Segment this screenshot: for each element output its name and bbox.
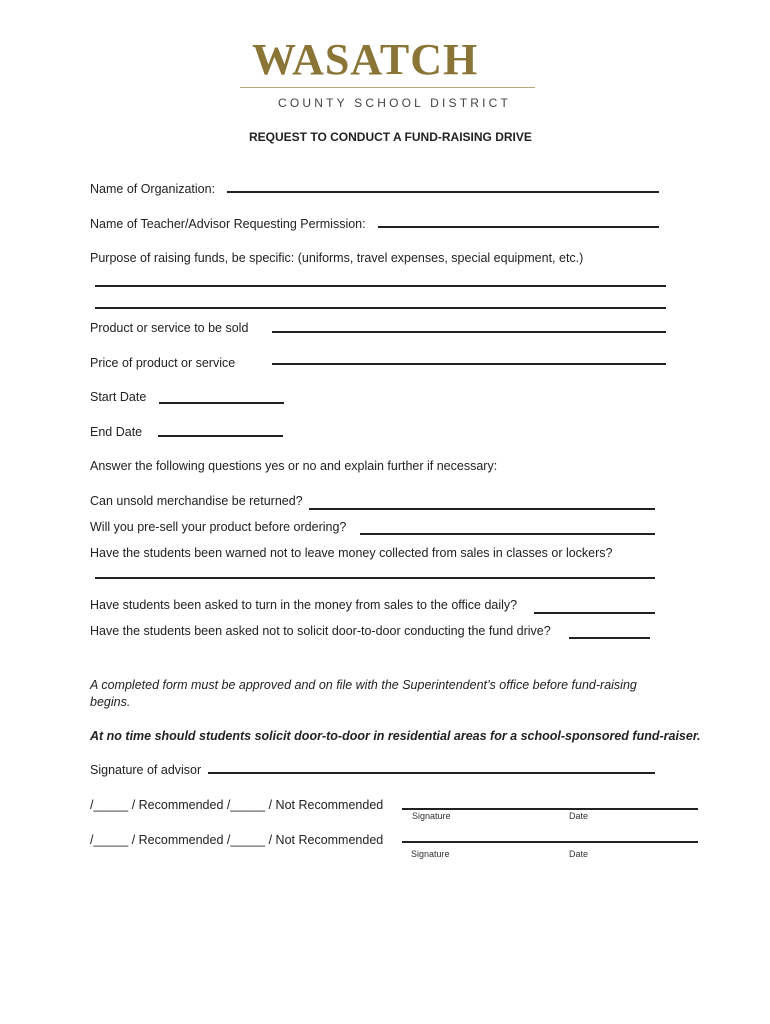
question-warned-field[interactable] bbox=[95, 577, 655, 579]
question-turn-in-label: Have students been asked to turn in the money from sales to the office daily? bbox=[90, 598, 518, 612]
advisor-signature-field[interactable] bbox=[208, 772, 655, 774]
question-presell-label: Will you pre-sell your product before ordering? bbox=[90, 520, 347, 534]
start-date-label: Start Date bbox=[90, 390, 147, 404]
approval-2-options[interactable]: /_____ / Recommended /_____ / Not Recommended bbox=[90, 833, 384, 847]
door-to-door-notice: At no time should students solicit door-to-door in residential areas for a school-sponsored fund-raiser. bbox=[90, 729, 701, 743]
logo-rule bbox=[240, 87, 535, 88]
question-turn-in-field[interactable] bbox=[534, 612, 655, 614]
advisor-signature-label: Signature of advisor bbox=[90, 763, 202, 777]
end-date-label: End Date bbox=[90, 425, 143, 439]
approval-notice: A completed form must be approved and on file with the Superintendent’s office before fund-raising begins. bbox=[90, 678, 637, 709]
price-field[interactable] bbox=[272, 363, 666, 365]
approval-1-date-label: Date bbox=[569, 811, 589, 821]
logo-subtitle: COUNTY SCHOOL DISTRICT bbox=[278, 96, 512, 110]
product-field[interactable] bbox=[272, 331, 666, 333]
organization-label: Name of Organization: bbox=[90, 182, 216, 196]
approval-1-signature-line[interactable] bbox=[402, 808, 698, 810]
question-returned-label: Can unsold merchandise be returned? bbox=[90, 494, 303, 508]
form-title: REQUEST TO CONDUCT A FUND-RAISING DRIVE bbox=[249, 130, 532, 144]
question-solicit-label: Have the students been asked not to solicit door-to-door conducting the fund drive? bbox=[90, 624, 551, 638]
price-label: Price of product or service bbox=[90, 356, 236, 370]
teacher-label: Name of Teacher/Advisor Requesting Permission: bbox=[90, 217, 366, 231]
logo-wordmark: WASATCH bbox=[252, 35, 479, 84]
end-date-field[interactable] bbox=[158, 435, 283, 437]
approval-1-signature-label: Signature bbox=[412, 811, 451, 821]
approval-2-date-label: Date bbox=[569, 849, 589, 859]
approval-2-signature-label: Signature bbox=[411, 849, 450, 859]
teacher-field[interactable] bbox=[378, 226, 659, 228]
purpose-field-line-1[interactable] bbox=[95, 285, 666, 287]
organization-field[interactable] bbox=[227, 191, 659, 193]
question-solicit-field[interactable] bbox=[569, 637, 650, 639]
question-presell-field[interactable] bbox=[360, 533, 655, 535]
product-label: Product or service to be sold bbox=[90, 321, 249, 335]
approval-2-signature-line[interactable] bbox=[402, 841, 698, 843]
start-date-field[interactable] bbox=[159, 402, 284, 404]
purpose-label: Purpose of raising funds, be specific: (uniforms, travel expenses, special equipment, etc.) bbox=[90, 251, 584, 265]
approval-1-options[interactable]: /_____ / Recommended /_____ / Not Recommended bbox=[90, 798, 384, 812]
question-returned-field[interactable] bbox=[309, 508, 655, 510]
question-warned-label: Have the students been warned not to leave money collected from sales in classes or lockers? bbox=[90, 546, 613, 560]
district-logo bbox=[230, 30, 540, 115]
purpose-field-line-2[interactable] bbox=[95, 307, 666, 309]
questions-intro: Answer the following questions yes or no and explain further if necessary: bbox=[90, 459, 498, 473]
